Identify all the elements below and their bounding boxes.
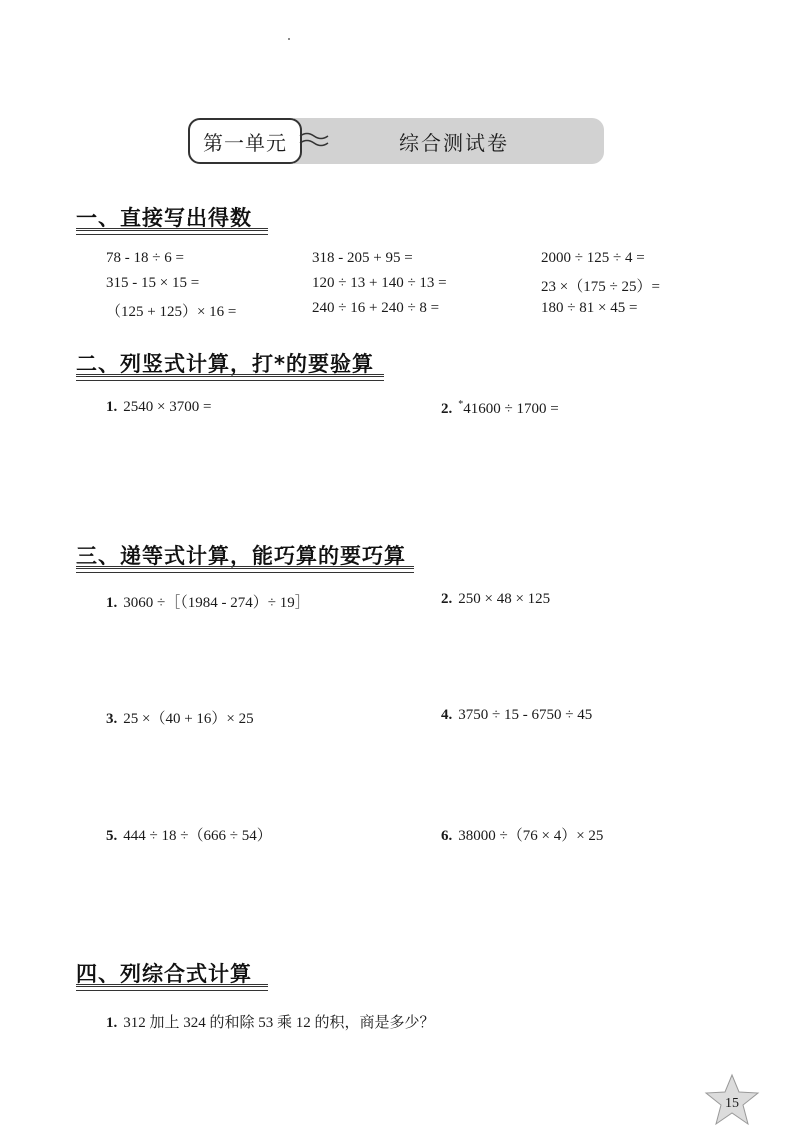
problem-text: 3750 ÷ 15 - 6750 ÷ 45 xyxy=(458,707,593,723)
test-title: 综合测试卷 xyxy=(399,130,509,155)
s3-problem-6 xyxy=(441,824,603,845)
section-4-underline xyxy=(76,984,268,991)
problem-number: 5. xyxy=(106,828,118,844)
s2-problem-2 xyxy=(441,399,559,418)
s1-item: 120 ÷ 13 + 140 ÷ 13 = xyxy=(312,275,447,291)
s3-problem-2 xyxy=(441,591,550,608)
section-2-underline xyxy=(76,374,384,381)
unit-label xyxy=(188,118,302,164)
problem-number: 1. xyxy=(106,399,118,415)
s3-problem-5 xyxy=(106,824,272,845)
s1-item: 2000 ÷ 125 ÷ 4 = xyxy=(541,250,645,266)
section-3-underline xyxy=(76,566,414,573)
problem-number: 1. xyxy=(106,595,118,611)
section-2-title: 二、列竖式计算，打*的要验算 xyxy=(76,352,374,376)
problem-text: 3060 ÷［（1984 - 274）÷ 19］ xyxy=(123,595,310,611)
problem-text: 312 加上 324 的和除 53 乘 12 的积，商是多少？ xyxy=(123,1015,435,1031)
problem-text: 41600 ÷ 1700 = xyxy=(463,401,559,417)
s3-problem-4 xyxy=(441,707,592,724)
wave-ornament-icon xyxy=(298,130,332,152)
s1-item: 180 ÷ 81 × 45 = xyxy=(541,300,638,316)
problem-text: 444 ÷ 18 ÷（666 ÷ 54） xyxy=(123,828,272,844)
test-title-banner xyxy=(294,118,604,164)
problem-number: 2. xyxy=(441,591,453,607)
s3-problem-3 xyxy=(106,707,254,728)
s1-item: 23 ×（175 ÷ 25）= xyxy=(541,279,660,295)
page-number: 15 xyxy=(725,1096,739,1111)
unit-text: 第一单元 xyxy=(203,130,287,155)
problem-text: 250 × 48 × 125 xyxy=(458,591,551,607)
problem-number: 3. xyxy=(106,711,118,727)
section-4-title: 四、列综合式计算 xyxy=(76,962,252,986)
problem-text: 2540 × 3700 = xyxy=(123,399,212,415)
section-3-title: 三、递等式计算，能巧算的要巧算 xyxy=(76,544,406,568)
problem-number: 1. xyxy=(106,1015,118,1031)
problem-text: 38000 ÷（76 × 4）× 25 xyxy=(458,828,604,844)
problem-number: 2. xyxy=(441,401,453,417)
problem-text: 25 ×（40 + 16）× 25 xyxy=(123,711,254,727)
section-1-underline xyxy=(76,228,268,235)
s4-problem-1 xyxy=(106,1011,435,1032)
s2-problem-1 xyxy=(106,399,211,416)
s1-item: 318 - 205 + 95 = xyxy=(312,250,413,266)
verify-star-mark: * xyxy=(458,399,464,410)
speck xyxy=(288,38,290,40)
problem-number: 6. xyxy=(441,828,453,844)
s1-item: 240 ÷ 16 + 240 ÷ 8 = xyxy=(312,300,440,316)
section-1-title: 一、直接写出得数 xyxy=(76,206,252,230)
problem-number: 4. xyxy=(441,707,453,723)
s1-item: 315 - 15 × 15 = xyxy=(106,275,200,291)
s3-problem-1 xyxy=(106,591,310,612)
s1-item: 78 - 18 ÷ 6 = xyxy=(106,250,184,266)
s1-item: （125 + 125）× 16 = xyxy=(106,304,237,320)
